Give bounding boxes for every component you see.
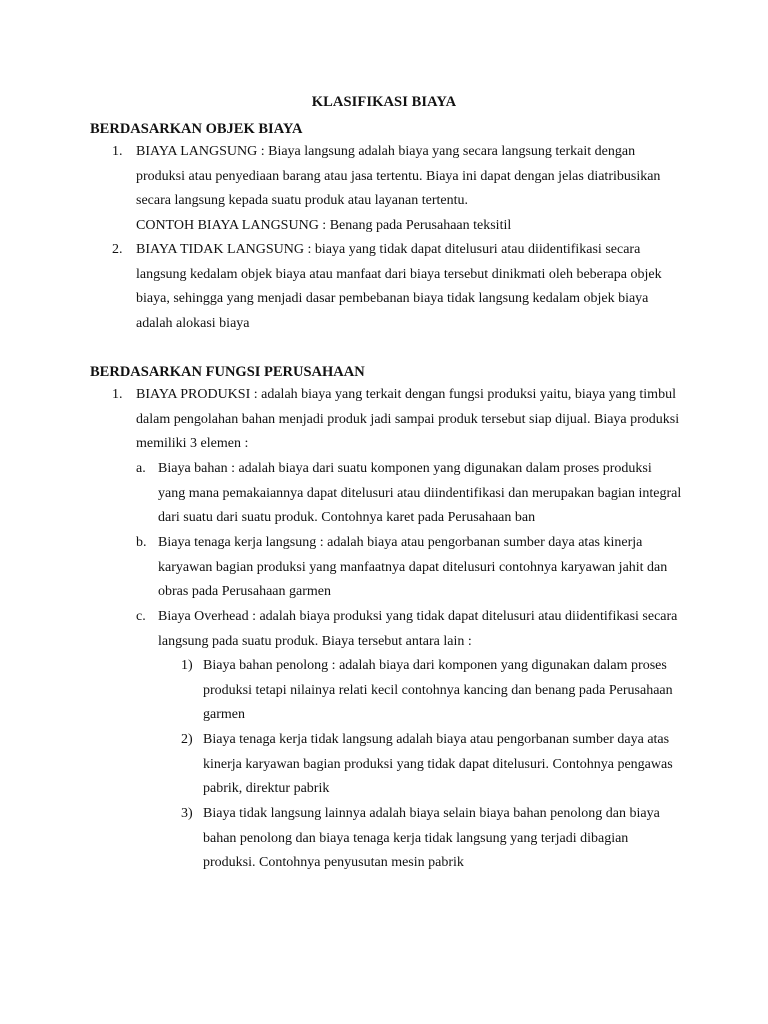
- section-heading-objek-biaya: BERDASARKAN OBJEK BIAYA: [90, 121, 303, 137]
- text-line: BIAYA LANGSUNG : Biaya langsung adalah biaya yang secara langsung terkait dengan: [136, 144, 636, 159]
- text-line: garmen: [203, 707, 245, 723]
- subsublist-marker: 1): [181, 658, 193, 673]
- text-line: BIAYA PRODUKSI : adalah biaya yang terkait dengan fungsi produksi yaitu, biaya yang timbul: [136, 387, 676, 402]
- document-title: KLASIFIKASI BIAYA: [311, 94, 457, 110]
- subsublist-marker: 3): [181, 806, 193, 821]
- text-line: langsung kedalam objek biaya atau manfaat dari biaya tersebut dinikmati oleh beberapa objek: [136, 266, 662, 282]
- text-line: produksi atau penyediaan barang atau jasa tertentu. Biaya ini dapat dengan jelas diatribusikan: [136, 168, 661, 184]
- text-line: Biaya Overhead : adalah biaya produksi yang tidak dapat ditelusuri atau diidentifikasi secara: [158, 609, 678, 624]
- text-line: produksi tetapi nilainya relati kecil contohnya kancing dan benang pada Perusahaan: [203, 682, 673, 698]
- section-heading-fungsi-perusahaan: BERDASARKAN FUNGSI PERUSAHAAN: [90, 364, 365, 380]
- text-line: dari suatu dari suatu produk. Contohnya karet pada Perusahaan ban: [158, 510, 536, 526]
- text-line: CONTOH BIAYA LANGSUNG : Benang pada Perusahaan teksitil: [136, 217, 512, 233]
- text-line: obras pada Perusahaan garmen: [158, 584, 331, 600]
- subsublist-marker: 2): [181, 732, 193, 747]
- subsublist-item-biaya-bahan-penolong: [203, 654, 673, 728]
- text-line: memiliki 3 elemen :: [136, 436, 249, 452]
- text-line: yang mana pemakaiannya dapat ditelusuri atau diindentifikasi dan merupakan bagian integral: [158, 485, 682, 501]
- sublist-item-biaya-overhead: [158, 605, 677, 654]
- text-line: biaya, sehingga yang menjadi dasar pembebanan biaya tidak langsung kedalam objek biaya: [136, 291, 649, 307]
- text-line: adalah alokasi biaya: [136, 315, 250, 331]
- list-marker: 1.: [112, 387, 123, 402]
- list-marker: 1.: [112, 144, 123, 159]
- text-line: pabrik, direktur pabrik: [203, 781, 330, 797]
- text-line: Biaya bahan : adalah biaya dari suatu komponen yang digunakan dalam proses produksi: [158, 461, 652, 476]
- sublist-marker: b.: [136, 535, 147, 550]
- text-line: bahan penolong dan biaya tenaga kerja tidak langsung yang terjadi dibagian: [203, 830, 629, 846]
- list-marker: 2.: [112, 242, 123, 257]
- sublist-item-biaya-bahan: [158, 457, 681, 531]
- sublist-marker: a.: [136, 461, 146, 476]
- text-line: karyawan bagian produksi yang manfaatnya dapat ditelusuri contohnya karyawan jahit dan: [158, 559, 668, 575]
- subsublist-item-biaya-tidak-langsung-lainnya: [203, 802, 660, 876]
- text-line: produksi. Contohnya penyusutan mesin pabrik: [203, 855, 464, 871]
- subsublist-item-biaya-tenaga-kerja-tidak-langsung: [203, 728, 673, 802]
- text-line: secara langsung kepada suatu produk atau layanan tertentu.: [136, 193, 468, 209]
- sublist-marker: c.: [136, 609, 146, 624]
- text-line: Biaya tenaga kerja langsung : adalah biaya atau pengorbanan sumber daya atas kinerja: [158, 535, 643, 550]
- list-item-biaya-langsung: [136, 140, 660, 238]
- text-line: langsung pada suatu produk. Biaya tersebut antara lain :: [158, 633, 472, 649]
- text-line: Biaya bahan penolong : adalah biaya dari komponen yang digunakan dalam proses: [203, 658, 667, 673]
- list-item-biaya-produksi: [136, 383, 679, 457]
- text-line: Biaya tenaga kerja tidak langsung adalah biaya atau pengorbanan sumber daya atas: [203, 732, 670, 747]
- sublist-item-biaya-tenaga-kerja-langsung: [158, 531, 667, 605]
- text-line: Biaya tidak langsung lainnya adalah biaya selain biaya bahan penolong dan biaya: [203, 806, 660, 821]
- text-line: kinerja karyawan bagian produksi yang tidak dapat ditelusuri. Contohnya pengawas: [203, 756, 673, 772]
- list-item-biaya-tidak-langsung: [136, 238, 662, 336]
- text-line: dalam pengolahan bahan menjadi produk jadi sampai produk tersebut siap dijual. Biaya produksi: [136, 411, 680, 427]
- text-line: BIAYA TIDAK LANGSUNG : biaya yang tidak dapat ditelusuri atau diidentifikasi secara: [136, 242, 641, 257]
